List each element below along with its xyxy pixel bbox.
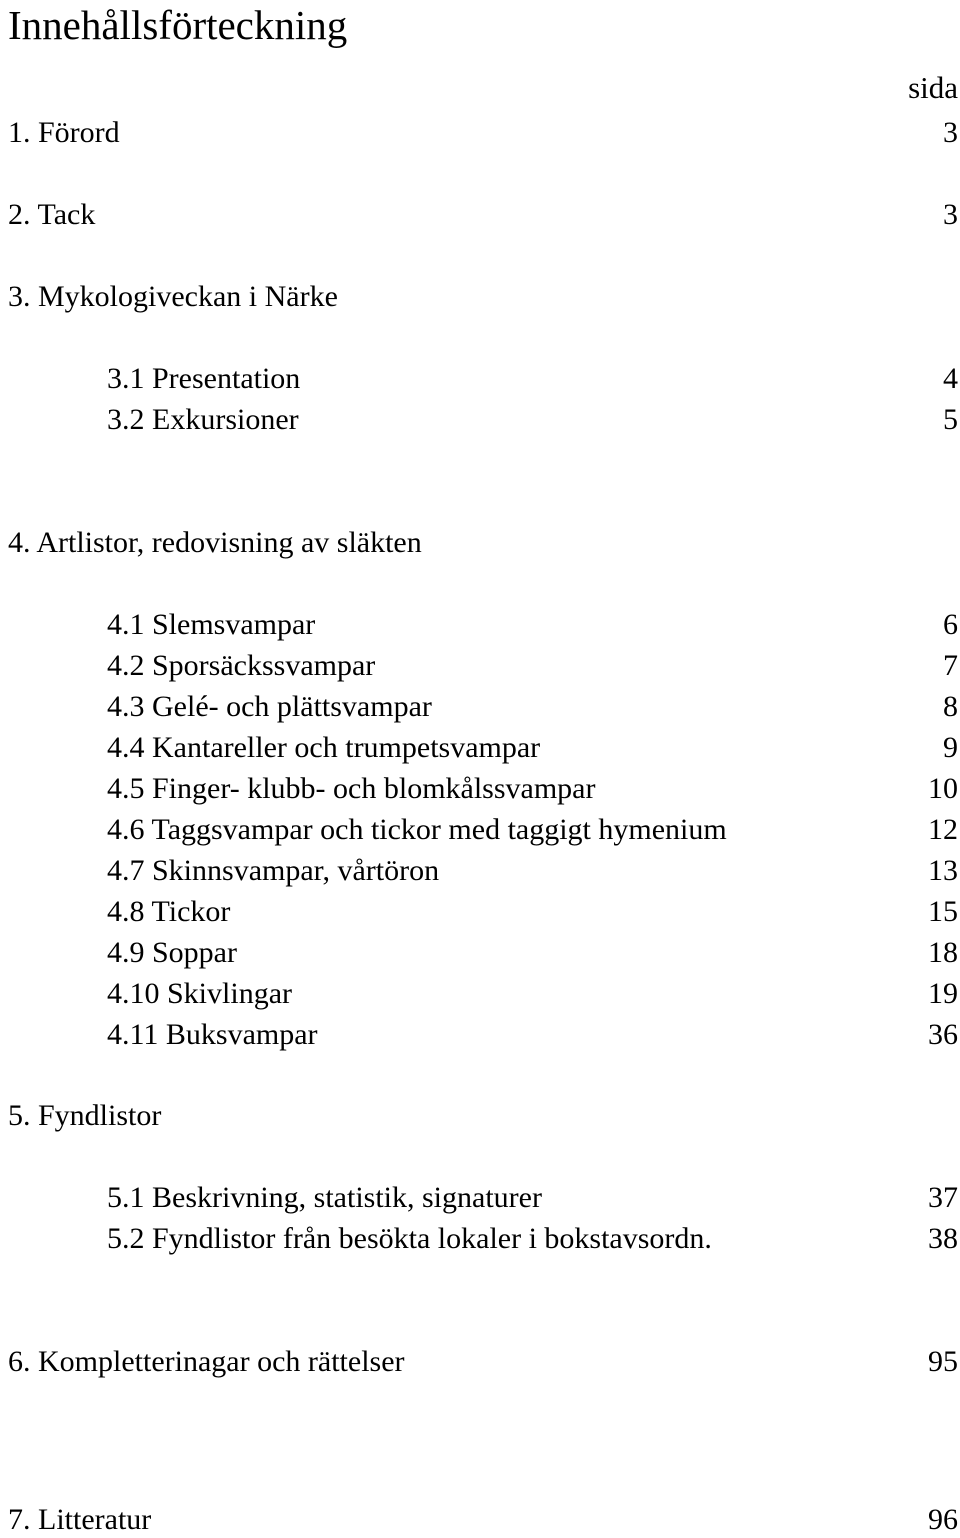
toc-entry-4-3-gele-och-plattsvampar [0, 689, 960, 725]
toc-entry-3-2-exkursioner [0, 402, 960, 438]
toc-entry-page: 4 [943, 362, 958, 395]
toc-entry-page: 5 [943, 403, 958, 436]
toc-entry-page: 3 [943, 198, 958, 231]
toc-entry-label: 4.5 Finger- klubb- och blomkålssvampar [107, 772, 596, 805]
toc-entry-4-1-slemsvampar [0, 607, 960, 643]
toc-entry-page: 15 [928, 895, 958, 928]
toc-entry-3-mykologiveckan [0, 279, 960, 315]
toc-entry-label: 7. Litteratur [8, 1503, 152, 1536]
toc-entry-label: 4.11 Buksvampar [107, 1018, 318, 1051]
toc-entry-5-fyndlistor [0, 1098, 960, 1134]
toc-entry-label: 3.1 Presentation [107, 362, 301, 395]
toc-entry-label: 5.2 Fyndlistor från besökta lokaler i bokstavsordn. [107, 1222, 712, 1255]
toc-entry-page: 96 [928, 1503, 958, 1536]
toc-entry-4-9-soppar [0, 935, 960, 971]
toc-entry-4-7-skinnsvampar [0, 853, 960, 889]
toc-entry-4-artlistor [0, 525, 960, 561]
toc-entry-page: 9 [943, 731, 958, 764]
toc-entry-page: 10 [928, 772, 958, 805]
toc-entry-page: 38 [928, 1222, 958, 1255]
toc-entry-1-forord [0, 115, 960, 151]
toc-entry-4-4-kantareller [0, 730, 960, 766]
toc-entry-4-5-finger-klubb [0, 771, 960, 807]
toc-entry-label: 4.1 Slemsvampar [107, 608, 316, 641]
toc-entry-label: 4.4 Kantareller och trumpetsvampar [107, 731, 541, 764]
toc-entry-page: 37 [928, 1181, 958, 1214]
toc-entry-label: 4.3 Gelé- och plättsvampar [107, 690, 432, 723]
toc-entry-7-litteratur [0, 1502, 960, 1538]
toc-entry-page: 3 [943, 116, 958, 149]
toc-entry-label: 4.6 Taggsvampar och tickor med taggigt hymenium [107, 813, 727, 846]
toc-entry-label: 5. Fyndlistor [8, 1099, 162, 1132]
toc-entry-4-11-buksvampar [0, 1017, 960, 1053]
page-title: Innehållsförteckning [8, 2, 348, 48]
toc-entry-page: 95 [928, 1345, 958, 1378]
toc-entry-page: 7 [943, 649, 958, 682]
toc-entry-6-kompletteringar [0, 1344, 960, 1380]
toc-entry-label: 3.2 Exkursioner [107, 403, 299, 436]
toc-entry-label: 1. Förord [8, 116, 120, 149]
toc-entry-label: 6. Kompletterinagar och rättelser [8, 1345, 405, 1378]
page-column-header: sida [908, 70, 958, 105]
toc-entry-5-1-beskrivning [0, 1180, 960, 1216]
toc-entry-page: 8 [943, 690, 958, 723]
toc-entry-4-10-skivlingar [0, 976, 960, 1012]
toc-entry-label: 4.2 Sporsäckssvampar [107, 649, 376, 682]
toc-entry-5-2-fyndlistor-lokaler [0, 1221, 960, 1257]
toc-entry-label: 5.1 Beskrivning, statistik, signaturer [107, 1181, 542, 1214]
toc-entry-3-1-presentation [0, 361, 960, 397]
toc-entry-label: 2. Tack [8, 198, 96, 231]
toc-entry-label: 3. Mykologiveckan i Närke [8, 280, 338, 313]
toc-entry-page: 18 [928, 936, 958, 969]
toc-entry-label: 4.10 Skivlingar [107, 977, 292, 1010]
toc-entry-label: 4.9 Soppar [107, 936, 237, 969]
toc-entry-4-6-taggsvampar [0, 812, 960, 848]
toc-entry-2-tack [0, 197, 960, 233]
toc-entry-4-2-sporsackssvampar [0, 648, 960, 684]
toc-entry-page: 19 [928, 977, 958, 1010]
toc-entry-page: 36 [928, 1018, 958, 1051]
toc-entry-label: 4.8 Tickor [107, 895, 231, 928]
toc-entry-label: 4.7 Skinnsvampar, vårtöron [107, 854, 440, 887]
toc-entry-4-8-tickor [0, 894, 960, 930]
toc-entry-page: 12 [928, 813, 958, 846]
toc-entry-label: 4. Artlistor, redovisning av släkten [8, 526, 422, 559]
toc-entry-page: 13 [928, 854, 958, 887]
toc-entry-page: 6 [943, 608, 958, 641]
